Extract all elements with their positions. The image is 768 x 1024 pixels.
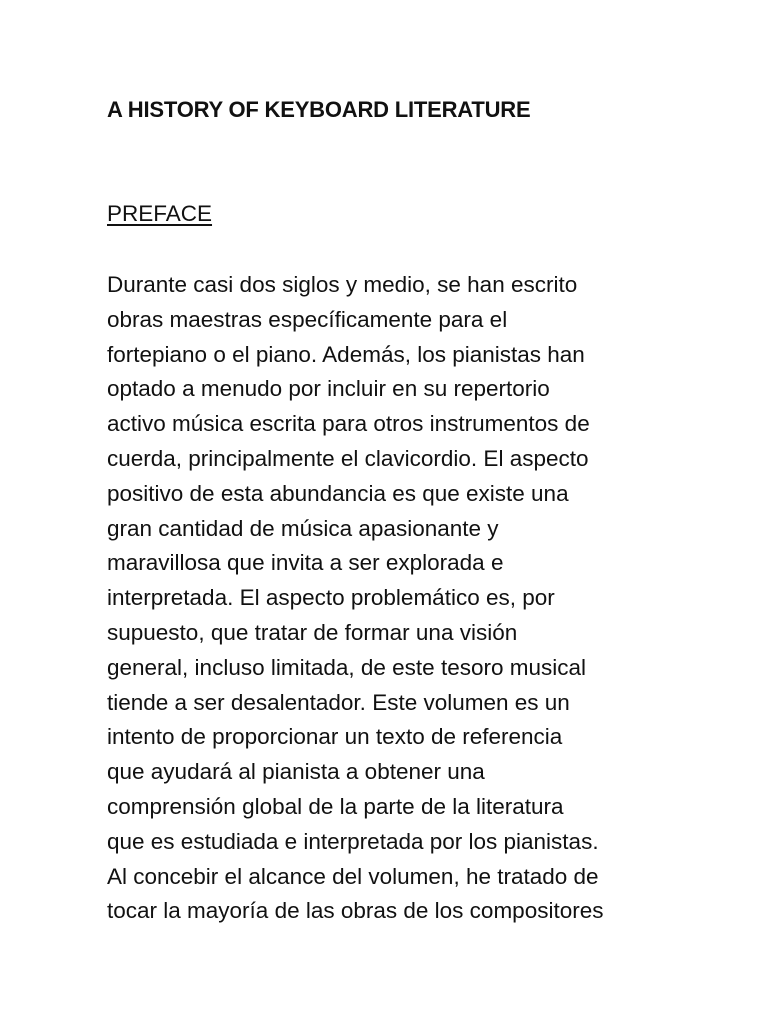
body-line: optado a menudo por incluir en su repertorio: [107, 376, 550, 402]
document-title: A HISTORY OF KEYBOARD LITERATURE: [107, 97, 531, 122]
body-line: cuerda, principalmente el clavicordio. El aspecto: [107, 445, 589, 471]
body-line: que es estudiada e interpretada por los pianistas.: [107, 828, 599, 854]
preface-body: [107, 268, 707, 929]
body-line: Durante casi dos siglos y medio, se han escrito: [107, 272, 578, 297]
body-line: obras maestras específicamente para el: [107, 306, 508, 332]
body-line: gran cantidad de música apasionante y: [107, 515, 499, 541]
body-line: comprensión global de la parte de la literatura: [107, 793, 564, 819]
body-line: tiende a ser desalentador. Este volumen es un: [107, 689, 570, 715]
body-line: supuesto, que tratar de formar una visión: [107, 619, 518, 645]
body-line: positivo de esta abundancia es que existe una: [107, 480, 569, 506]
body-line: intento de proporcionar un texto de referencia: [107, 724, 563, 750]
section-heading-preface: PREFACE: [107, 201, 213, 226]
body-line: que ayudará al pianista a obtener una: [107, 759, 485, 785]
body-line: tocar la mayoría de las obras de los compositores: [107, 898, 604, 924]
body-line: Al concebir el alcance del volumen, he tratado de: [107, 863, 599, 889]
body-line: maravillosa que invita a ser explorada e: [107, 550, 504, 576]
body-line: fortepiano o el piano. Además, los pianistas han: [107, 341, 585, 367]
body-line: interpretada. El aspecto problemático es, por: [107, 585, 555, 611]
body-line: general, incluso limitada, de este tesoro musical: [107, 654, 586, 680]
body-line: activo música escrita para otros instrumentos de: [107, 411, 590, 437]
